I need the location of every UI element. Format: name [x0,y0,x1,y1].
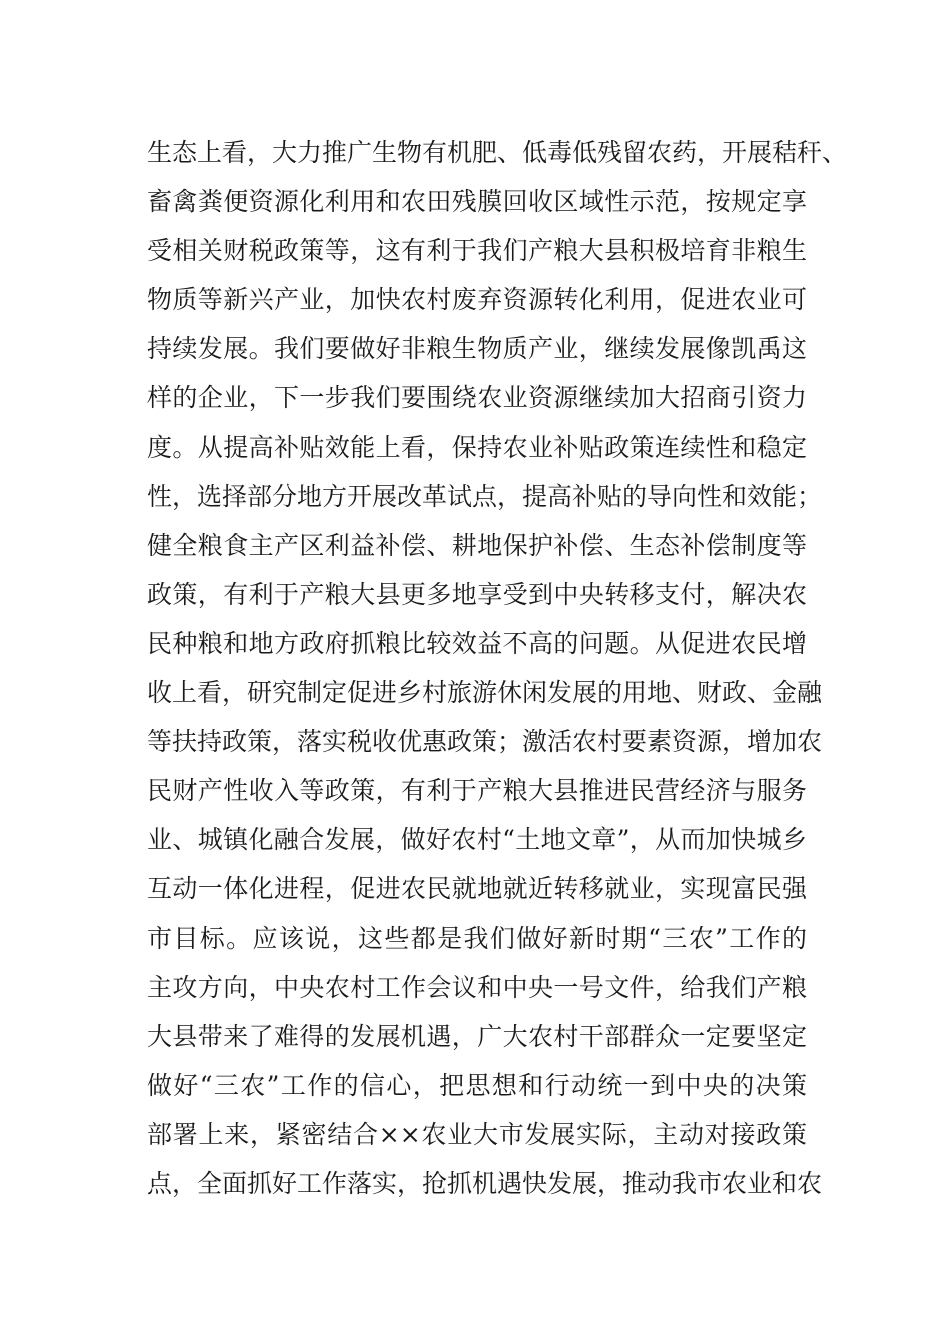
text-line: 受相关财税政策等，这有利于我们产粮大县积极培育非粮生 [147,236,807,266]
text-line: 做好“三农”工作的信心，把思想和行动统一到中央的决策 [147,1070,807,1100]
text-line: 民财产性收入等政策，有利于产粮大县推进民营经济与服务 [147,776,807,806]
text-line: 畜禽粪便资源化利用和农田残膜回收区域性示范，按规定享 [147,187,807,217]
text-line: 民种粮和地方政府抓粮比较效益不高的问题。从促进农民增 [147,628,807,658]
body-text [147,128,848,1208]
text-line: 生态上看，大力推广生物有机肥、低毒低残留农药，开展秸秆、 [147,138,848,167]
text-line: 持续发展。我们要做好非粮生物质产业，继续发展像凯禹这 [147,334,807,364]
text-line: 收上看，研究制定促进乡村旅游休闲发展的用地、财政、金融 [147,678,823,708]
text-line: 样的企业，下一步我们要围绕农业资源继续加大招商引资力 [147,383,807,413]
text-line: 点，全面抓好工作落实，抢抓机遇快发展，推动我市农业和农 [147,1168,823,1198]
text-line: 互动一体化进程，促进农民就地就近转移就业，实现富民强 [147,874,807,904]
text-line: 业、城镇化融合发展，做好农村“土地文章”，从而加快城乡 [147,825,807,855]
text-line: 度。从提高补贴效能上看，保持农业补贴政策连续性和稳定 [147,432,807,462]
text-line: 政策，有利于产粮大县更多地享受到中央转移支付，解决农 [147,579,807,609]
text-line: 主攻方向，中央农村工作会议和中央一号文件，给我们产粮 [147,972,807,1002]
text-line: 性，选择部分地方开展改革试点，提高补贴的导向性和效能； [147,481,823,511]
text-line: 大县带来了难得的发展机遇，广大农村干部群众一定要坚定 [147,1021,807,1051]
text-line: 健全粮食主产区利益补偿、耕地保护补偿、生态补偿制度等 [147,530,807,560]
text-line: 等扶持政策，落实税收优惠政策；激活农村要素资源，增加农 [147,727,823,757]
text-line: 部署上来，紧密结合××农业大市发展实际，主动对接政策 [147,1119,807,1149]
text-line: 市目标。应该说，这些都是我们做好新时期“三农”工作的 [147,923,807,953]
text-line: 物质等新兴产业，加快农村废弃资源转化利用，促进农业可 [147,285,807,315]
